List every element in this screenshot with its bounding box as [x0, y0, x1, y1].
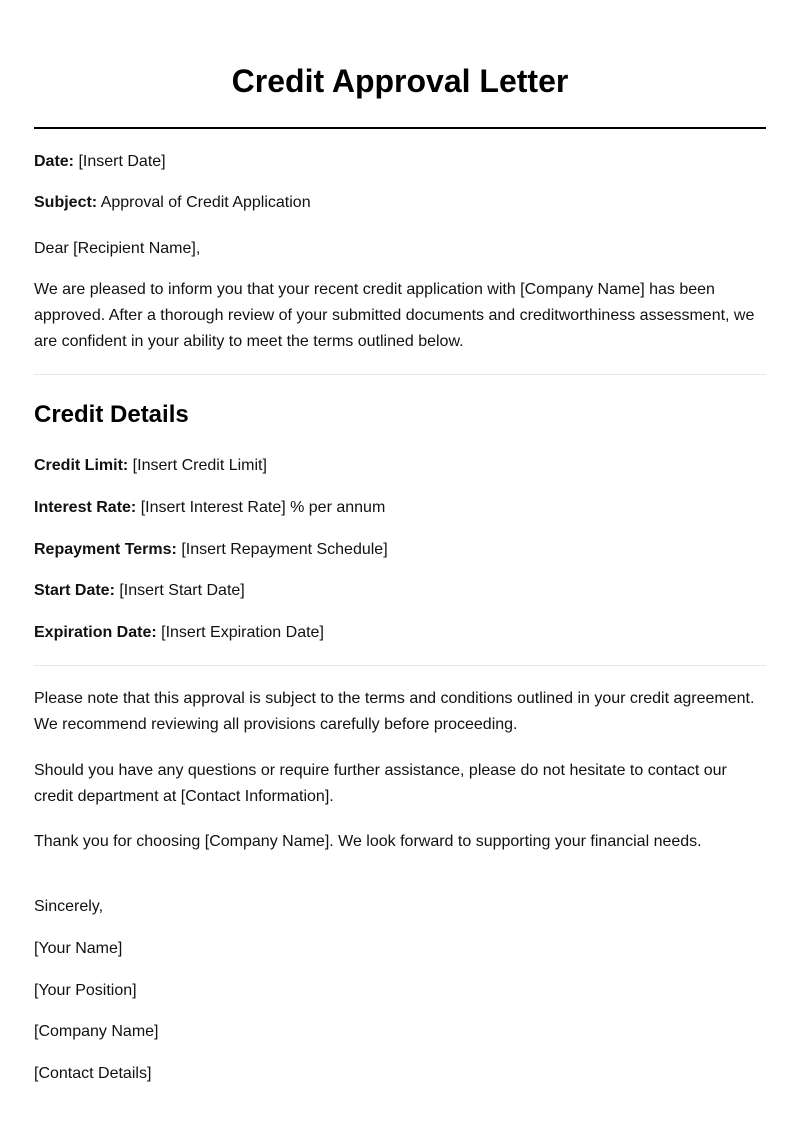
note-paragraph: Please note that this approval is subject to the terms and conditions outlined in your credit agreement. We recommend reviewing all provisions carefully before proceeding. — [34, 690, 755, 733]
date-label: Date: — [34, 153, 75, 170]
interest-rate-label: Interest Rate: — [34, 499, 137, 516]
signature-contact: [Contact Details] — [34, 1065, 152, 1082]
questions-paragraph: Should you have any questions or require further assistance, please do not hesitate to contact our credit department at [Contact Information]. — [34, 762, 727, 805]
subject-line — [34, 190, 774, 216]
credit-limit-line — [34, 453, 774, 479]
thanks-paragraph: Thank you for choosing [Company Name]. We look forward to supporting your financial needs. — [34, 833, 702, 850]
start-date-label: Start Date: — [34, 582, 115, 599]
signature-name: [Your Name] — [34, 940, 123, 957]
repayment-terms-line — [34, 537, 774, 563]
credit-details-heading: Credit Details — [34, 401, 189, 428]
repayment-terms-label: Repayment Terms: — [34, 541, 177, 558]
salutation: Dear [Recipient Name], — [34, 240, 201, 257]
signature-company: [Company Name] — [34, 1023, 159, 1040]
repayment-terms-value: [Insert Repayment Schedule] — [181, 541, 388, 558]
expiration-date-label: Expiration Date: — [34, 624, 157, 641]
subject-value: Approval of Credit Application — [100, 194, 311, 211]
interest-rate-line — [34, 495, 774, 521]
expiration-date-value: [Insert Expiration Date] — [161, 624, 324, 641]
credit-limit-value: [Insert Credit Limit] — [132, 457, 267, 474]
interest-rate-value: [Insert Interest Rate] % per annum — [140, 499, 386, 516]
date-line — [34, 149, 774, 175]
signature-position: [Your Position] — [34, 982, 137, 999]
title-divider — [34, 127, 766, 129]
credit-limit-label: Credit Limit: — [34, 457, 129, 474]
start-date-value: [Insert Start Date] — [119, 582, 245, 599]
start-date-line — [34, 578, 774, 604]
closing: Sincerely, — [34, 898, 104, 915]
subject-label: Subject: — [34, 194, 98, 211]
intro-paragraph: We are pleased to inform you that your recent credit application with [Company Name] has been approved. After a thorough review of your submitted documents and creditworthiness assessment, we are confident in your ability to meet the terms outlined below. — [34, 281, 755, 350]
letter-title: Credit Approval Letter — [231, 63, 569, 99]
section-divider-bottom — [34, 665, 766, 666]
section-divider-top — [34, 374, 766, 375]
date-value: [Insert Date] — [78, 153, 166, 170]
expiration-date-line — [34, 620, 774, 646]
